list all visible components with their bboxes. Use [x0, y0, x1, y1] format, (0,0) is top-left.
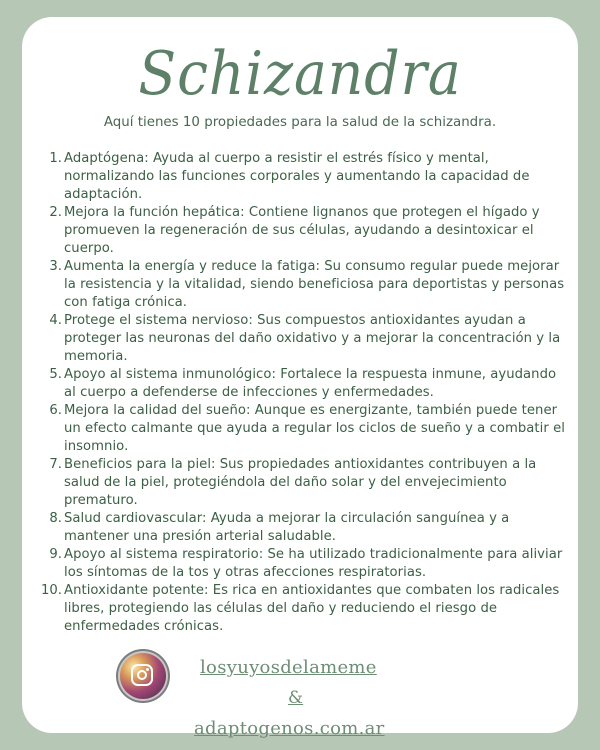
- list-item: [49, 546, 569, 582]
- list-item: [49, 510, 569, 546]
- list-item: [49, 150, 569, 204]
- item-number: 6.: [49, 403, 62, 418]
- properties-list: [41, 150, 569, 636]
- item-text: Aumenta la energía y reduce la fatiga: Su consumo regular puede mejorar la resistencia y la vitalidad, siendo beneficiosa para deportistas y personas con fatiga crónica.: [64, 259, 565, 310]
- list-item: [49, 312, 569, 366]
- item-text: Apoyo al sistema inmunológico: Fortalece la respuesta inmune, ayudando al cuerpo a defenderse de infecciones y enfermedades.: [64, 367, 557, 400]
- instagram-icon[interactable]: [120, 653, 166, 699]
- item-text: Beneficios para la piel: Sus propiedades antioxidantes contribuyen a la salud de la piel, protegiéndola del daño solar y del envejecimiento prematuro.: [64, 457, 537, 508]
- list-item: [49, 366, 569, 402]
- item-number: 1.: [49, 151, 62, 166]
- item-number: 7.: [49, 457, 62, 472]
- ampersand: &: [288, 688, 304, 708]
- item-text: Apoyo al sistema respiratorio: Se ha utilizado tradicionalmente para aliviar los síntomas de la tos y otras afecciones respiratorias.: [64, 547, 563, 580]
- item-number: 10.: [41, 583, 62, 598]
- item-text: Mejora la función hepática: Contiene lignanos que protegen el hígado y promueven la regeneración de sus células, ayudando a desintoxicar el cuerpo.: [64, 205, 540, 256]
- instagram-handle-link[interactable]: losyuyosdelameme: [200, 657, 377, 678]
- list-item: [41, 582, 569, 636]
- camera-dot-icon: [146, 668, 149, 671]
- item-text: Adaptógena: Ayuda al cuerpo a resistir el estrés físico y mental, normalizando las funciones corporales y aumentando la capacidad de adaptación.: [64, 151, 530, 202]
- item-text: Salud cardiovascular: Ayuda a mejorar la circulación sanguínea y a mantener una presión arterial saludable.: [64, 511, 510, 544]
- list-item: [49, 204, 569, 258]
- item-text: Protege el sistema nervioso: Sus compuestos antioxidantes ayudan a proteger las neuronas del daño oxidativo y a mejorar la concentración y la memoria.: [64, 313, 561, 364]
- footer: [22, 642, 578, 739]
- item-number: 9.: [49, 547, 62, 562]
- item-number: 4.: [49, 313, 62, 328]
- item-number: 8.: [49, 511, 62, 526]
- content-card: [22, 17, 578, 739]
- website-link[interactable]: adaptogenos.com.ar: [194, 718, 385, 739]
- page-title: Schizandra: [138, 39, 462, 109]
- item-text: Mejora la calidad del sueño: Aunque es energizante, también puede tener un efecto calmante que ayuda a regular los ciclos de sueño y a combatir el insomnio.: [64, 403, 565, 454]
- intro-text: Aquí tienes 10 propiedades para la salud de la schizandra.: [103, 115, 497, 130]
- list-item: [49, 456, 569, 510]
- item-number: 5.: [49, 367, 62, 382]
- camera-outline-icon: [131, 664, 153, 686]
- item-text: Antioxidante potente: Es rica en antioxidantes que combaten los radicales libres, protegiendo las células del daño y reduciendo el riesgo de enfermedades crónicas.: [64, 583, 560, 634]
- list-item: [49, 402, 569, 456]
- item-number: 2.: [49, 205, 62, 220]
- item-number: 3.: [49, 259, 62, 274]
- camera-lens-icon: [137, 670, 147, 680]
- list-item: [49, 258, 569, 312]
